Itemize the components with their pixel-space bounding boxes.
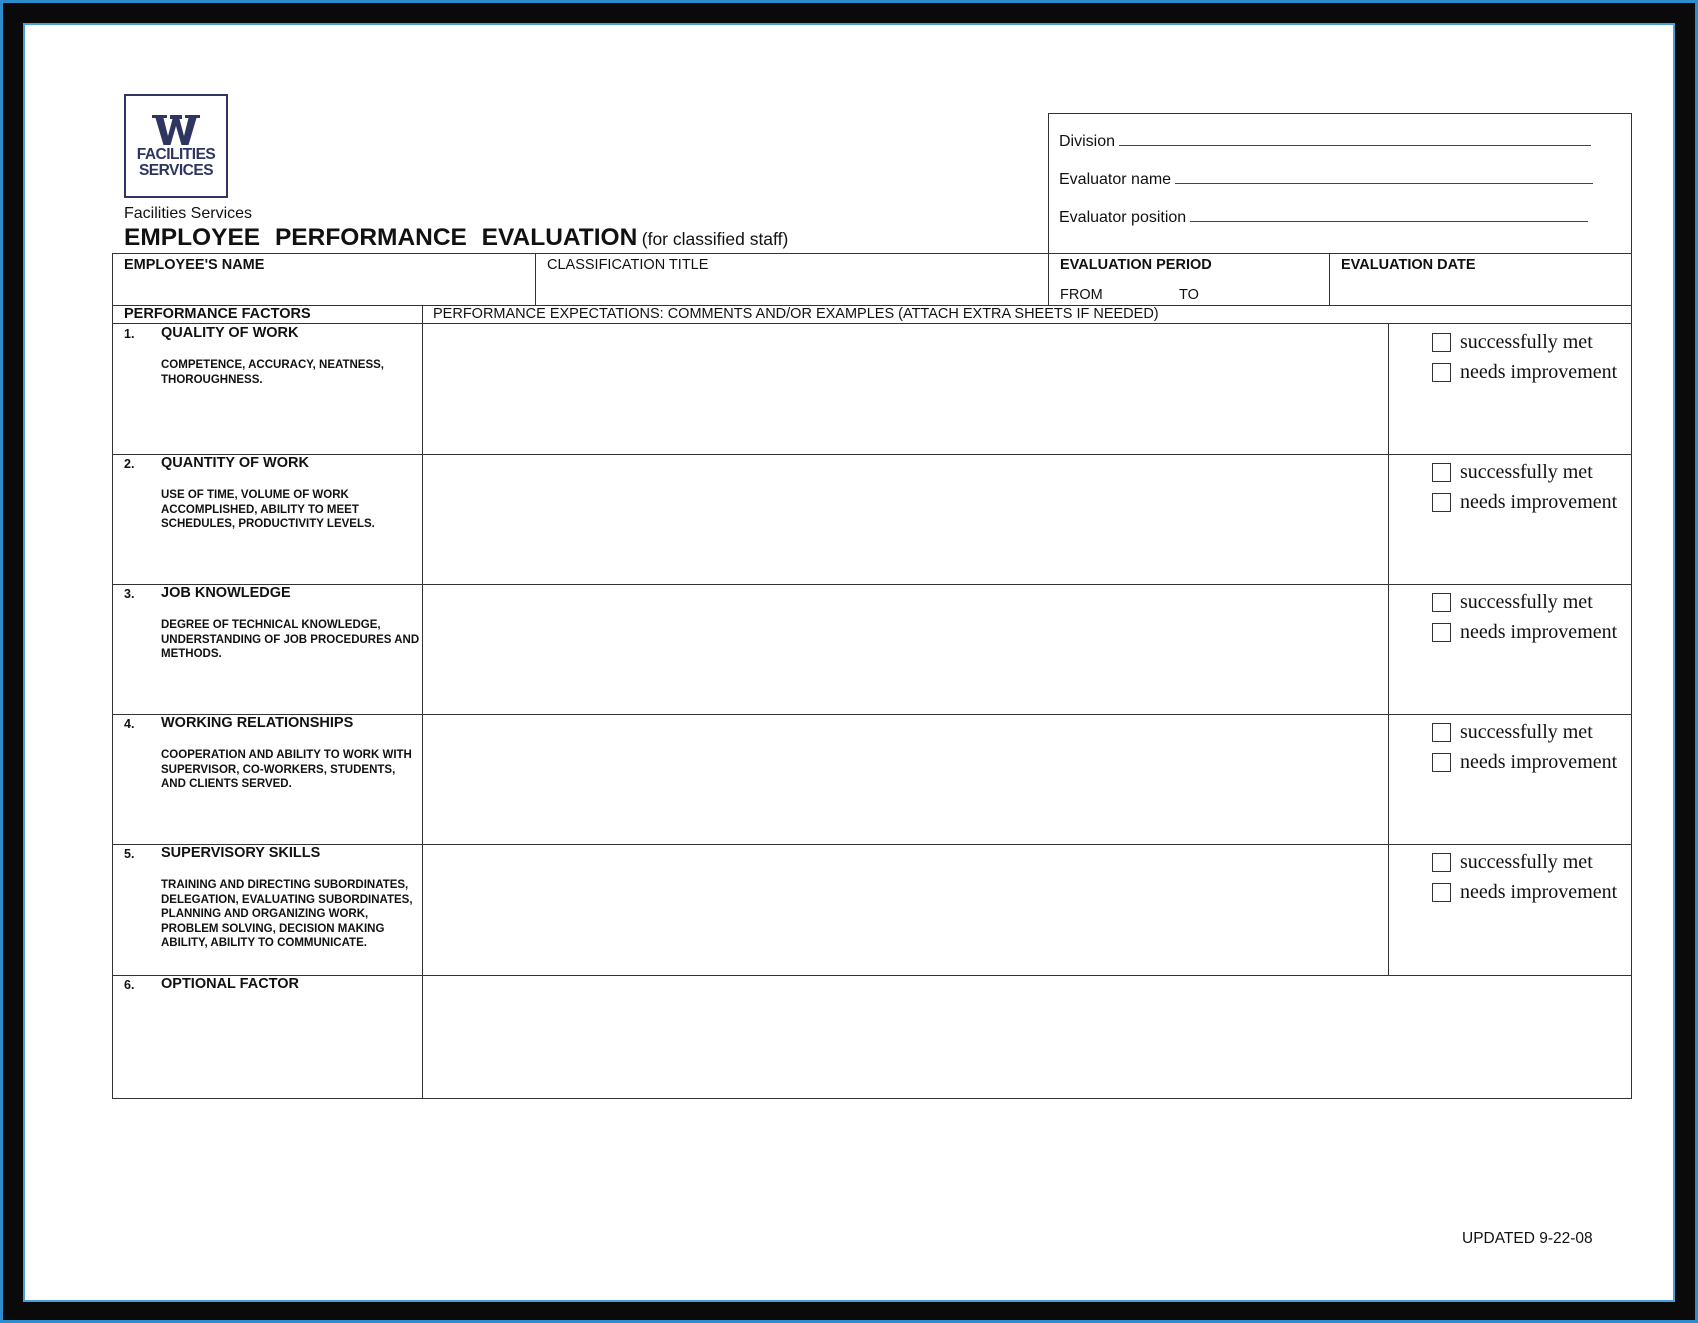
page-title	[124, 224, 788, 252]
option-successfully-met[interactable]	[1432, 851, 1593, 874]
info-row	[112, 253, 1632, 306]
comments-area[interactable]	[423, 976, 1632, 1098]
comments-area[interactable]	[423, 585, 1388, 714]
checkbox[interactable]	[1432, 593, 1451, 612]
option-successfully-met[interactable]	[1432, 331, 1593, 354]
factor-row-optional	[113, 975, 422, 1098]
factor-row-working-relationships	[113, 714, 422, 844]
evaluator-position-label: Evaluator position	[1059, 209, 1187, 226]
table-header	[113, 306, 1631, 324]
factor-number: 2.	[124, 457, 135, 471]
title-main: EMPLOYEE PERFORMANCE EVALUATION	[124, 224, 638, 251]
to-label: TO	[1179, 287, 1199, 303]
factor-number: 5.	[124, 847, 135, 861]
factor-row-quality	[113, 324, 422, 454]
facilities-logo	[124, 94, 228, 198]
factor-row-quantity	[113, 454, 422, 584]
rating-group	[1410, 714, 1632, 844]
factor-description: COMPETENCE, ACCURACY, NEATNESS, THOROUGHNESS.	[161, 359, 384, 386]
classification-label: CLASSIFICATION TITLE	[547, 257, 709, 273]
factors-header: PERFORMANCE FACTORS	[124, 306, 311, 322]
option-successfully-met[interactable]	[1432, 461, 1593, 484]
option-label: needs improvement	[1460, 491, 1618, 513]
department-label: Facilities Services	[124, 205, 253, 222]
option-label: successfully met	[1460, 331, 1593, 353]
evaluator-position-line[interactable]	[1190, 207, 1588, 222]
comments-area[interactable]	[423, 455, 1388, 584]
factor-description: USE OF TIME, VOLUME OF WORK ACCOMPLISHED, ABILITY TO MEET SCHEDULES, PRODUCTIVITY LEVELS.	[161, 489, 375, 530]
option-label: successfully met	[1460, 591, 1593, 613]
evaluator-name-field[interactable]	[1059, 169, 1593, 189]
logo-line-2: SERVICES	[138, 162, 214, 179]
division-line[interactable]	[1119, 131, 1591, 146]
option-needs-improvement[interactable]	[1432, 621, 1617, 644]
option-successfully-met[interactable]	[1432, 591, 1593, 614]
option-label: successfully met	[1460, 461, 1593, 483]
checkbox[interactable]	[1432, 333, 1451, 352]
updated-note: UPDATED 9-22-08	[1462, 1230, 1593, 1247]
evaluator-position-field[interactable]	[1059, 207, 1588, 227]
factor-description: DEGREE OF TECHNICAL KNOWLEDGE, UNDERSTANDING OF JOB PROCEDURES AND METHODS.	[161, 619, 420, 660]
classification-cell[interactable]	[536, 254, 1049, 305]
employee-name-label: EMPLOYEE'S NAME	[124, 257, 265, 273]
factor-number: 4.	[124, 717, 135, 731]
checkbox[interactable]	[1432, 493, 1451, 512]
division-label: Division	[1059, 133, 1116, 150]
rating-group	[1410, 324, 1632, 454]
evaluation-date-cell[interactable]	[1330, 254, 1631, 305]
factor-description: TRAINING AND DIRECTING SUBORDINATES, DELEGATION, EVALUATING SUBORDINATES, PLANNING AND ORGANIZING WORK, PROBLEM SOLVING, DECISION MAKING ABILITY, ABILITY TO COMMUNICATE.	[161, 879, 413, 949]
division-field[interactable]	[1059, 131, 1591, 151]
factor-name: QUALITY OF WORK	[161, 325, 299, 341]
factor-name: WORKING RELATIONSHIPS	[161, 715, 354, 731]
option-needs-improvement[interactable]	[1432, 491, 1617, 514]
factor-name: JOB KNOWLEDGE	[161, 585, 291, 601]
rating-group	[1410, 584, 1632, 714]
checkbox[interactable]	[1432, 753, 1451, 772]
checkbox[interactable]	[1432, 723, 1451, 742]
rating-group	[1410, 844, 1632, 975]
performance-table	[112, 306, 1632, 1099]
evaluator-name-line[interactable]	[1175, 169, 1593, 184]
option-label: needs improvement	[1460, 621, 1618, 643]
comments-area[interactable]	[423, 715, 1388, 844]
form-page	[25, 25, 1673, 1300]
option-label: needs improvement	[1460, 751, 1618, 773]
option-needs-improvement[interactable]	[1432, 881, 1617, 904]
evaluator-name-label: Evaluator name	[1059, 171, 1172, 188]
checkbox[interactable]	[1432, 853, 1451, 872]
factor-name: QUANTITY OF WORK	[161, 455, 309, 471]
title-subtitle: (for classified staff)	[641, 229, 789, 249]
checkbox[interactable]	[1432, 363, 1451, 382]
checkbox-column-divider	[1388, 324, 1389, 976]
option-label: successfully met	[1460, 721, 1593, 743]
option-needs-improvement[interactable]	[1432, 361, 1617, 384]
comments-area[interactable]	[423, 845, 1388, 975]
option-needs-improvement[interactable]	[1432, 751, 1617, 774]
option-label: successfully met	[1460, 851, 1593, 873]
expectations-header: PERFORMANCE EXPECTATIONS: COMMENTS AND/OR EXAMPLES (ATTACH EXTRA SHEETS IF NEEDED)	[433, 306, 1159, 322]
evaluation-period-label: EVALUATION PERIOD	[1060, 257, 1212, 273]
factor-row-supervisory-skills	[113, 844, 422, 975]
comments-area[interactable]	[423, 324, 1388, 454]
option-successfully-met[interactable]	[1432, 721, 1593, 744]
option-label: needs improvement	[1460, 361, 1618, 383]
factor-number: 3.	[124, 587, 135, 601]
evaluation-period-cell[interactable]	[1049, 254, 1330, 305]
evaluation-date-label: EVALUATION DATE	[1341, 257, 1476, 273]
evaluator-box	[1048, 113, 1632, 253]
factor-description: COOPERATION AND ABILITY TO WORK WITH SUPERVISOR, CO-WORKERS, STUDENTS, AND CLIENTS SERVED.	[161, 749, 412, 790]
factor-name: OPTIONAL FACTOR	[161, 976, 300, 992]
checkbox[interactable]	[1432, 883, 1451, 902]
factor-number: 1.	[124, 327, 135, 341]
checkbox[interactable]	[1432, 463, 1451, 482]
factor-row-job-knowledge	[113, 584, 422, 714]
w-logo-icon	[151, 113, 201, 147]
option-label: needs improvement	[1460, 881, 1618, 903]
employee-name-cell[interactable]	[113, 254, 536, 305]
from-label: FROM	[1060, 287, 1103, 303]
factor-name: SUPERVISORY SKILLS	[161, 845, 321, 861]
logo-line-1: FACILITIES	[136, 146, 216, 163]
checkbox[interactable]	[1432, 623, 1451, 642]
factor-number: 6.	[124, 978, 135, 992]
rating-group	[1410, 454, 1632, 584]
